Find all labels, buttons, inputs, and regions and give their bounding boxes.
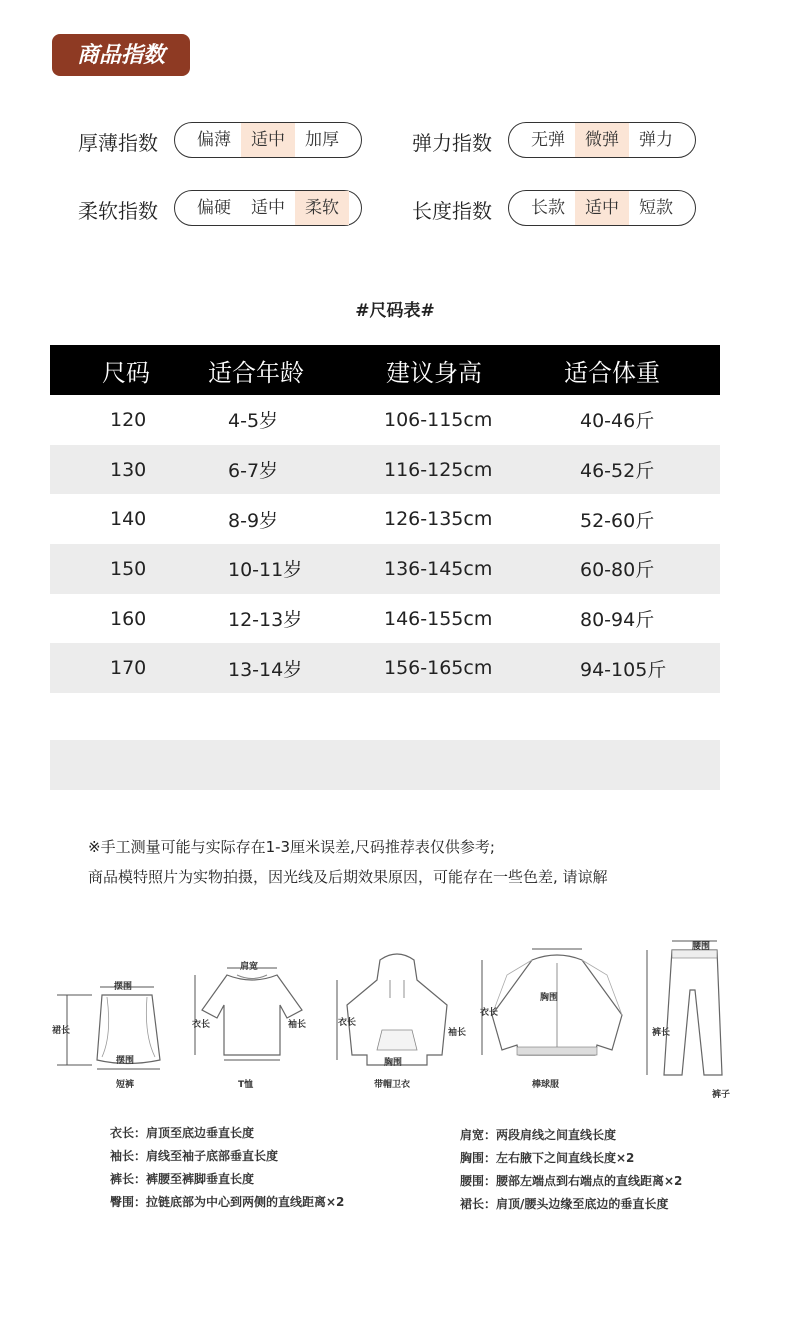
cell-weight: 40-46斤 bbox=[580, 410, 655, 433]
fig-caption-tshirt: T恤 bbox=[238, 1080, 254, 1090]
index-option-selected: 柔软 bbox=[295, 191, 349, 225]
cell-size: 170 bbox=[110, 657, 147, 680]
size-table bbox=[50, 345, 720, 693]
index-option: 偏薄 bbox=[197, 130, 231, 150]
index-option: 适中 bbox=[251, 198, 285, 218]
fig-caption-jacket: 棒球服 bbox=[532, 1080, 560, 1090]
fig-label-waist: 腰围 bbox=[692, 942, 711, 952]
cell-size: 140 bbox=[110, 508, 147, 531]
table-empty-row bbox=[50, 740, 720, 790]
index-pill-elasticity bbox=[508, 122, 696, 158]
cell-height: 126-135cm bbox=[384, 508, 493, 531]
index-pill-thickness bbox=[174, 122, 362, 158]
fig-label-hem-top: 摆围 bbox=[114, 982, 133, 992]
index-label-thickness: 厚薄指数 bbox=[78, 131, 158, 155]
fig-caption-shorts: 短裤 bbox=[116, 1080, 135, 1090]
tshirt-figure bbox=[192, 960, 312, 1070]
cell-size: 130 bbox=[110, 458, 147, 481]
fig-label-cloth-len: 衣长 bbox=[192, 1020, 211, 1030]
legend-item: 肩宽：两段肩线之间直线长度 bbox=[460, 1128, 617, 1142]
cell-age: 10-11岁 bbox=[228, 559, 303, 582]
legend-item: 裙长：肩顶/腰头边缘至底边的垂直长度 bbox=[460, 1197, 669, 1211]
fig-label-pants-len: 裤长 bbox=[652, 1028, 671, 1038]
index-label-length: 长度指数 bbox=[412, 199, 492, 223]
legend-item: 裤长：裤腰至裤脚垂直长度 bbox=[110, 1172, 255, 1186]
header-cell: 适合体重 bbox=[564, 358, 660, 387]
header-cell: 适合年龄 bbox=[208, 358, 304, 387]
index-option: 加厚 bbox=[305, 130, 339, 150]
measurement-figures bbox=[52, 935, 742, 1105]
legend-item: 袖长：肩线至袖子底部垂直长度 bbox=[110, 1149, 279, 1163]
fig-label-shoulder: 肩宽 bbox=[240, 962, 259, 972]
index-option-selected: 适中 bbox=[241, 123, 295, 157]
cell-age: 12-13岁 bbox=[228, 609, 303, 632]
table-row bbox=[50, 544, 720, 594]
cell-weight: 52-60斤 bbox=[580, 509, 655, 532]
cell-age: 13-14岁 bbox=[228, 658, 303, 681]
section-badge: 商品指数 bbox=[52, 34, 190, 76]
cell-height: 106-115cm bbox=[384, 408, 493, 431]
index-pill-softness bbox=[174, 190, 362, 226]
cell-size: 150 bbox=[110, 557, 147, 580]
fig-label-sleeve: 袖长 bbox=[448, 1028, 467, 1038]
cell-height: 146-155cm bbox=[384, 607, 493, 630]
cell-weight: 94-105斤 bbox=[580, 658, 667, 681]
header-cell: 尺码 bbox=[102, 358, 150, 387]
legend-item: 腰围：腰部左端点到右端点的直线距离×2 bbox=[460, 1174, 683, 1188]
index-option: 偏硬 bbox=[197, 198, 231, 218]
baseball-jacket-figure bbox=[477, 945, 637, 1065]
index-label-elasticity: 弹力指数 bbox=[412, 131, 492, 155]
fig-label-hem: 摆围 bbox=[116, 1056, 135, 1066]
fig-label-chest: 胸围 bbox=[384, 1058, 403, 1068]
size-table-header bbox=[50, 345, 720, 395]
cell-height: 116-125cm bbox=[384, 458, 493, 481]
table-row bbox=[50, 594, 720, 644]
header-cell: 建议身高 bbox=[386, 358, 482, 387]
index-option: 长款 bbox=[531, 198, 565, 218]
cell-age: 4-5岁 bbox=[228, 410, 279, 433]
cell-weight: 46-52斤 bbox=[580, 460, 655, 483]
index-label-softness: 柔软指数 bbox=[78, 199, 158, 223]
cell-size: 120 bbox=[110, 408, 147, 431]
legend-item: 臀围：拉链底部为中心到两侧的直线距离×2 bbox=[110, 1195, 345, 1209]
fig-label-sleeve: 袖长 bbox=[288, 1020, 307, 1030]
cell-age: 6-7岁 bbox=[228, 460, 279, 483]
fig-caption-hoodie: 带帽卫衣 bbox=[374, 1080, 411, 1090]
note-line: ※手工测量可能与实际存在1-3厘米误差,尺码推荐表仅供参考; bbox=[88, 838, 495, 856]
pants-figure bbox=[642, 935, 742, 1085]
cell-size: 160 bbox=[110, 607, 147, 630]
cell-height: 156-165cm bbox=[384, 657, 493, 680]
size-table-title: #尺码表# bbox=[355, 301, 435, 321]
index-option: 弹力 bbox=[639, 130, 673, 150]
note-line: 商品模特照片为实物拍摄，因光线及后期效果原因，可能存在一些色差, 请谅解 bbox=[88, 868, 608, 886]
table-row bbox=[50, 395, 720, 445]
legend-item: 胸围：左右腋下之间直线长度×2 bbox=[460, 1151, 635, 1165]
index-pill-length bbox=[508, 190, 696, 226]
hoodie-figure bbox=[332, 950, 462, 1070]
index-option-selected: 适中 bbox=[575, 191, 629, 225]
fig-label-length: 裙长 bbox=[52, 1026, 71, 1036]
table-row bbox=[50, 494, 720, 544]
table-row bbox=[50, 643, 720, 693]
cell-height: 136-145cm bbox=[384, 557, 493, 580]
fig-caption-pants: 裤子 bbox=[712, 1090, 731, 1100]
legend-item: 衣长：肩顶至底边垂直长度 bbox=[110, 1126, 255, 1140]
index-option: 无弹 bbox=[531, 130, 565, 150]
cell-weight: 80-94斤 bbox=[580, 609, 655, 632]
fig-label-cloth-len: 衣长 bbox=[338, 1018, 357, 1028]
fig-label-chest: 胸围 bbox=[540, 993, 559, 1003]
shorts-figure bbox=[52, 965, 172, 1075]
table-row bbox=[50, 445, 720, 495]
index-option-selected: 微弹 bbox=[575, 123, 629, 157]
index-option: 短款 bbox=[639, 198, 673, 218]
fig-label-cloth-len: 衣长 bbox=[480, 1008, 499, 1018]
cell-age: 8-9岁 bbox=[228, 509, 279, 532]
cell-weight: 60-80斤 bbox=[580, 559, 655, 582]
